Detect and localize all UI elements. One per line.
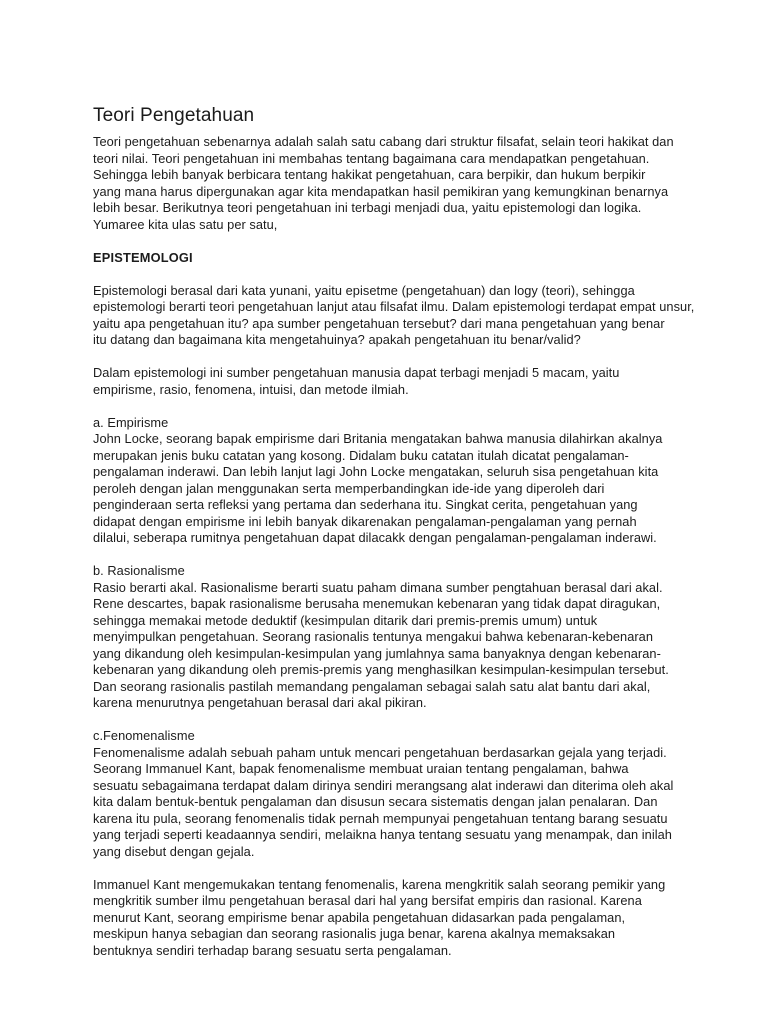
- empirisme-paragraph: John Locke, seorang bapak empirisme dari Britania mengatakan bahwa manusia dilahirkan akalnya merupakan jenis buku catatan yang kosong. Didalam buku catatan itulah dicatat pengalaman- pengalaman inderawi. Dan lebih lanjut lagi John Locke mengatakan, seluruh sisa pengetahuan kita peroleh dengan jalan menggunakan serta memperbandingkan ide-ide yang diperoleh dari penginderaan serta refleksi yang pertama dan sederhana itu. Singkat cerita, pengetahuan yang didapat dengan empirisme ini lebih banyak dikarenakan pengalaman-pengalaman yang pernah dilalui, seberapa rumitnya pengetahuan dapat dilacakk dengan pengalaman-pengalaman inderawi.: [93, 431, 663, 545]
- fenomenalisme-paragraph: Fenomenalisme adalah sebuah paham untuk mencari pengetahuan berdasarkan gejala yang terjadi. Seorang Immanuel Kant, bapak fenomenalisme membuat uraian tentang pengalaman, bahwa sesuatu sebagaimana terdapat dalam dirinya sendiri merangsang alat inderawi dan diterima oleh akal kita dalam bentuk-bentuk pengalaman dan disusun secara sistematis dengan jalan penalaran. Dan karena itu pula, seorang fenomenalis tidak pernah mempunyai pengetahuan tentang barang sesuatu yang terjadi seperti keadaannya sendiri, melaikna hanya tentang sesuatu yang menampak, dan inilah yang disebut dengan gejala.: [93, 744, 674, 859]
- kant-paragraph: Immanuel Kant mengemukakan tentang fenomenalis, karena mengkritik salah seorang pemikir yang mengkritik sumber ilmu pengetahuan berasal dari hal yang bersifat empiris dan rasional. Karena menurut Kant, seorang empirisme benar apabila pengetahuan didasarkan pada pengalaman, meskipun hanya sebagian dan seorang rasionalis juga benar, karena akalnya memaksakan bentuknya sendiri terhadap barang sesuatu serta pengalaman.: [93, 876, 666, 958]
- section-heading-epistemologi: EPISTEMOLOGI: [93, 249, 193, 265]
- spacer: [93, 349, 713, 366]
- rasionalisme-label: b. Rasionalisme: [93, 563, 185, 578]
- spacer: [93, 398, 713, 415]
- spacer: [93, 547, 713, 564]
- empirisme-label: a. Empirisme: [93, 414, 169, 430]
- spacer: [93, 266, 713, 283]
- fenomenalisme-label: c.Fenomenalisme: [93, 728, 195, 743]
- epistemologi-paragraph-1: Epistemologi berasal dari kata yunani, yaitu episetme (pengetahuan) dan logy (teori), sehingga epistemologi berarti teori pengetahuan lanjut atau filsafat ilmu. Dalam epistemologi terdapat empat unsur, yaitu apa pengetahuan itu? apa sumber pengetahuan tersebut? dari mana pengetahuan yang benar itu datang dan bagaimana kita mengetahuinya? apakah pengetahuan itu benar/valid?: [93, 282, 695, 347]
- spacer: [93, 860, 713, 877]
- spacer: [93, 712, 713, 729]
- intro-paragraph: Teori pengetahuan sebenarnya adalah salah satu cabang dari struktur filsafat, selain teori hakikat dan teori nilai. Teori pengetahuan ini membahas tentang bagaimana cara mendapatkan pengetahuan. Sehingga lebih banyak berbicara tentang hakikat pengetahuan, cara berpikir, dan hukum berpikir yang mana harus dipergunakan agar kita mendapatkan hasil pemikiran yang kemungkinan benarnya lebih besar. Berikutnya teori pengetahuan ini terbagi menjadi dua, yaitu epistemologi dan logika. Yumaree kita ulas satu per satu,: [93, 134, 674, 232]
- document-title: Teori Pengetahuan: [93, 105, 255, 126]
- epistemologi-paragraph-2: Dalam epistemologi ini sumber pengetahuan manusia dapat terbagi menjadi 5 macam, yaitu empirisme, rasio, fenomena, intuisi, dan metode ilmiah.: [93, 365, 620, 397]
- rasionalisme-paragraph: Rasio berarti akal. Rasionalisme berarti suatu paham dimana sumber pengtahuan berasal dari akal. Rene descartes, bapak rasionalisme berusaha menemukan kebenaran yang tidak dapat diragukan, sehingga memakai metode deduktif (kesimpulan ditarik dari premis-premis umum) untuk menyimpulkan pengetahuan. Seorang rasionalis tentunya mengakui bahwa kebenaran-kebenaran yang dikandung oleh kesimpulan-kesimpulan yang jumlahnya sama banyaknya dengan kebenaran- kebenaran yang dikandung oleh premis-premis yang menghasilkan kesimpulan-kesimpulan tersebut. Dan seorang rasionalis pastilah memandang pengalaman sebagai salah satu alat bantu dari akal, karena menurutnya pengetahuan berasal dari akal pikiran.: [93, 579, 669, 710]
- document-page: [93, 104, 713, 959]
- spacer: [93, 233, 713, 250]
